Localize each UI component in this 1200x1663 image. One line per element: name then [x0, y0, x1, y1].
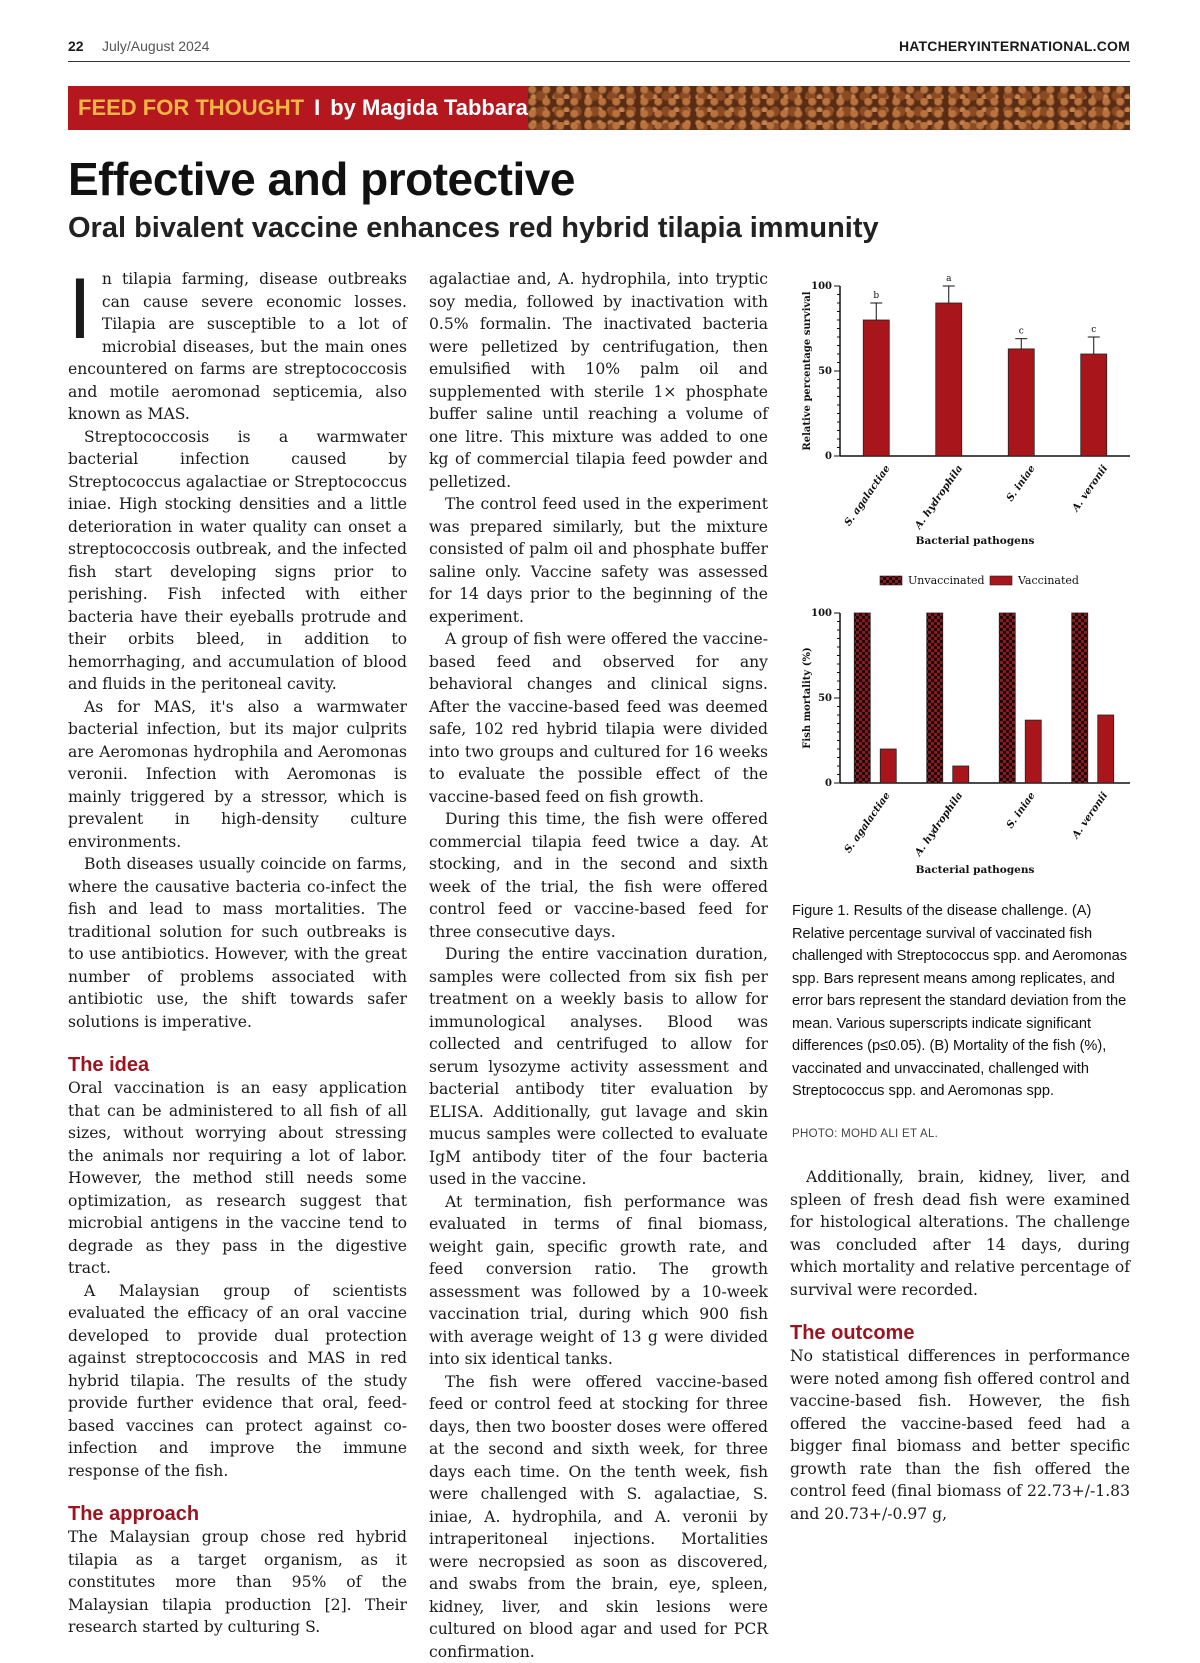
y-tick-label: 0: [825, 778, 832, 789]
bar-unvaccinated: [999, 613, 1015, 783]
x-tick-label: S. agalactiae: [843, 463, 893, 528]
section-heading-outcome: The outcome: [790, 1321, 1130, 1345]
section-heading-idea: The idea: [68, 1053, 407, 1077]
column-3: [790, 1166, 1130, 1525]
paragraph: A group of fish were offered the vaccine-based feed and observed for any behavioral changes and clinical signs. After the vaccine-based feed was deemed safe, 102 red hybrid tilapia were divided into two groups and cultured for 16 weeks to evaluate the possible effect of the vaccine-based feed on fish growth.: [429, 628, 768, 808]
paragraph: In tilapia farming, disease outbreaks can cause severe economic losses. Tilapia are susceptible to a lot of microbial diseases, but the main ones encountered on farms are streptococcosis and motile aeromonad septicemia, also known as MAS.: [68, 268, 407, 426]
chart-mortality-svg: [790, 568, 1130, 888]
chart-mortality: [790, 568, 1130, 888]
chart-survival-svg: [790, 270, 1130, 560]
paragraph: No statistical differences in performance were noted among fish offered control and vaccine-based fish. However, the fish offered the vaccine-based feed had a bigger final biomass and better specific growth rate than the fish offered the control feed (final biomass of 22.73+/-1.83 and 20.73+/-0.97 g,: [790, 1345, 1130, 1525]
y-tick-label: 50: [818, 366, 832, 377]
chart-survival: [790, 270, 1130, 560]
paragraph: Both diseases usually coincide on farms, where the causative bacteria co-infect the fish and lead to mass mortalities. The traditional solution for such outbreaks is to use antibiotics. However, with the great number of problems associated with antibiotic use, the shift towards safer solutions is imperative.: [68, 853, 407, 1033]
bar-vaccinated: [1025, 720, 1041, 783]
figure-caption: Figure 1. Results of the disease challenge. (A) Relative percentage survival of vaccinated fish challenged with Streptococcus spp. and Aeromonas spp. Bars represent means among replicates, and error bars represent the standard deviation from the mean. Various superscripts indicate significant differences (p≤0.05). (B) Mortality of the fish (%), vaccinated and unvaccinated, challenged with Streptococcus spp. and Aeromonas spp.: [792, 900, 1132, 1103]
article-subtitle: Oral bivalent vaccine enhances red hybrid tilapia immunity: [68, 212, 879, 245]
photo-credit: PHOTO: MOHD ALI ET AL.: [792, 1128, 938, 1140]
x-tick-label: S. agalactiae: [843, 790, 893, 855]
section-heading-approach: The approach: [68, 1502, 407, 1526]
paragraph: At termination, fish performance was evaluated in terms of final biomass, weight gain, specific growth rate, and feed conversion ratio. The growth assessment was followed by a 10-week vaccination trial, during which 900 fish with average weight of 13 g were divided into six identical tanks.: [429, 1191, 768, 1371]
superscript-label: c: [1019, 327, 1024, 337]
running-header: [68, 36, 1130, 62]
banner-separator: I: [314, 95, 320, 120]
x-axis-label: Bacterial pathogens: [916, 864, 1035, 876]
superscript-label: b: [873, 291, 879, 301]
bar-a--veronii: [1081, 354, 1107, 456]
paragraph: Additionally, brain, kidney, liver, and spleen of fresh dead fish were examined for histological alterations. The challenge was concluded after 14 days, during which mortality and relative percentage of survival were recorded.: [790, 1166, 1130, 1301]
drop-cap: I: [68, 274, 102, 344]
y-tick-label: 100: [811, 281, 832, 292]
x-tick-label: A. hydrophila: [913, 463, 966, 532]
paragraph: During the entire vaccination duration, samples were collected from six fish per treatment on a weekly basis to allow for immunological analyses. Blood was collected and centrifuged to allow for serum lysozyme activity assessment and bacterial antibody titer evaluation by ELISA. Additionally, gut lavage and skin mucus samples were collected to evaluate IgM antibody titer of the four bacteria used in the vaccine.: [429, 943, 768, 1191]
legend-swatch-vaccinated: [990, 576, 1012, 585]
legend-label-unvaccinated: Unvaccinated: [908, 574, 985, 587]
x-tick-label: A. hydrophila: [913, 790, 966, 859]
bar-a--hydrophila: [936, 303, 962, 456]
paragraph: A Malaysian group of scientists evaluated the efficacy of an oral vaccine developed to provide dual protection against streptococcosis and MAS in red hybrid tilapia. The results of the study provide further evidence that oral, feed-based vaccines can protect against co-infection and improve the immune response of the fish.: [68, 1280, 407, 1483]
y-axis-label: Relative percentage survival: [802, 291, 813, 450]
x-axis-label: Bacterial pathogens: [916, 535, 1035, 547]
x-tick-label: S. iniae: [1005, 790, 1038, 830]
bar-unvaccinated: [854, 613, 870, 783]
y-axis-label: Fish mortality (%): [802, 647, 813, 748]
banner-label: [68, 86, 528, 130]
y-tick-label: 0: [825, 451, 832, 462]
bar-s--iniae: [1008, 349, 1034, 456]
bar-s--agalactiae: [863, 320, 889, 456]
x-tick-label: S. iniae: [1005, 463, 1038, 503]
column-2: [429, 268, 768, 1663]
feed-pellets-image: [528, 86, 1130, 130]
y-tick-label: 100: [811, 608, 832, 619]
bar-unvaccinated: [927, 613, 943, 783]
legend-swatch-unvaccinated: [880, 576, 902, 585]
paragraph: Oral vaccination is an easy application that can be administered to all fish of all sizes, without worrying about stressing the animals nor requiring a lot of labor. However, the method still needs some optimization, as research suggest that microbial antigens in the vaccine tend to degrade as they pass in the digestive tract.: [68, 1077, 407, 1280]
column-1: [68, 268, 407, 1639]
bar-vaccinated: [1098, 715, 1114, 783]
paragraph: The fish were offered vaccine-based feed or control feed at stocking for three days, then two booster doses were offered at the second and sixth week, for three days each time. On the tenth week, fish were challenged with S. agalactiae, S. iniae, A. hydrophila, and A. veronii by intraperitoneal injections. Mortalities were necropsied as soon as discovered, and swabs from the brain, eye, spleen, kidney, liver, and skin lesions were cultured on blood agar and used for PCR confirmation.: [429, 1371, 768, 1663]
paragraph: As for MAS, it's also a warmwater bacterial infection, but its major culprits are Aeromonas hydrophila and Aeromonas veronii. Infection with Aeromonas is mainly triggered by a stressor, which is prevalent in high-density culture environments.: [68, 696, 407, 854]
bar-vaccinated: [953, 766, 969, 783]
paragraph: During this time, the fish were offered commercial tilapia feed twice a day. At stocking, and in the second and sixth week of the trial, the fish were offered control feed or vaccine-based feed for three consecutive days.: [429, 808, 768, 943]
site-url[interactable]: HATCHERYINTERNATIONAL.COM: [899, 38, 1130, 54]
byline: by Magida Tabbara: [330, 95, 528, 120]
paragraph: Streptococcosis is a warmwater bacterial infection caused by Streptococcus agalactiae or Streptococcus iniae. High stocking densities and a little deterioration in water quality can onset a streptococcosis outbreak, and the infected fish start developing signs prior to perishing. Fish infected with either bacteria have their eyeballs protrude and their orbits bleed, in addition to hemorrhaging, and accumulation of blood and fluids in the peritoneal cavity.: [68, 426, 407, 696]
bar-unvaccinated: [1072, 613, 1088, 783]
y-tick-label: 50: [818, 693, 832, 704]
section-banner: [68, 86, 1130, 130]
superscript-label: c: [1091, 325, 1096, 335]
issue-date: July/August 2024: [102, 38, 209, 54]
paragraph: The Malaysian group chose red hybrid tilapia as a target organism, as it constitutes more than 95% of the Malaysian tilapia production [2]. Their research started by culturing S.: [68, 1526, 407, 1639]
paragraph: agalactiae and, A. hydrophila, into tryptic soy media, followed by inactivation with 0.5% formalin. The inactivated bacteria were pelletized by centrifugation, then emulsified with 10% palm oil and supplemented with sterile 1× phosphate buffer saline until reaching a volume of one litre. This mixture was added to one kg of commercial tilapia feed powder and pelletized.: [429, 268, 768, 493]
paragraph: The control feed used in the experiment was prepared similarly, but the mixture consisted of palm oil and phosphate buffer saline only. Vaccine safety was assessed for 14 days prior to the beginning of the experiment.: [429, 493, 768, 628]
x-tick-label: A. veronii: [1070, 790, 1111, 841]
x-tick-label: A. veronii: [1070, 463, 1111, 514]
article-title: Effective and protective: [68, 152, 575, 206]
superscript-label: a: [946, 274, 952, 284]
legend-label-vaccinated: Vaccinated: [1017, 574, 1079, 587]
page-number: 22: [68, 38, 84, 54]
column-kicker: FEED FOR THOUGHT: [78, 95, 304, 120]
bar-vaccinated: [880, 749, 896, 783]
